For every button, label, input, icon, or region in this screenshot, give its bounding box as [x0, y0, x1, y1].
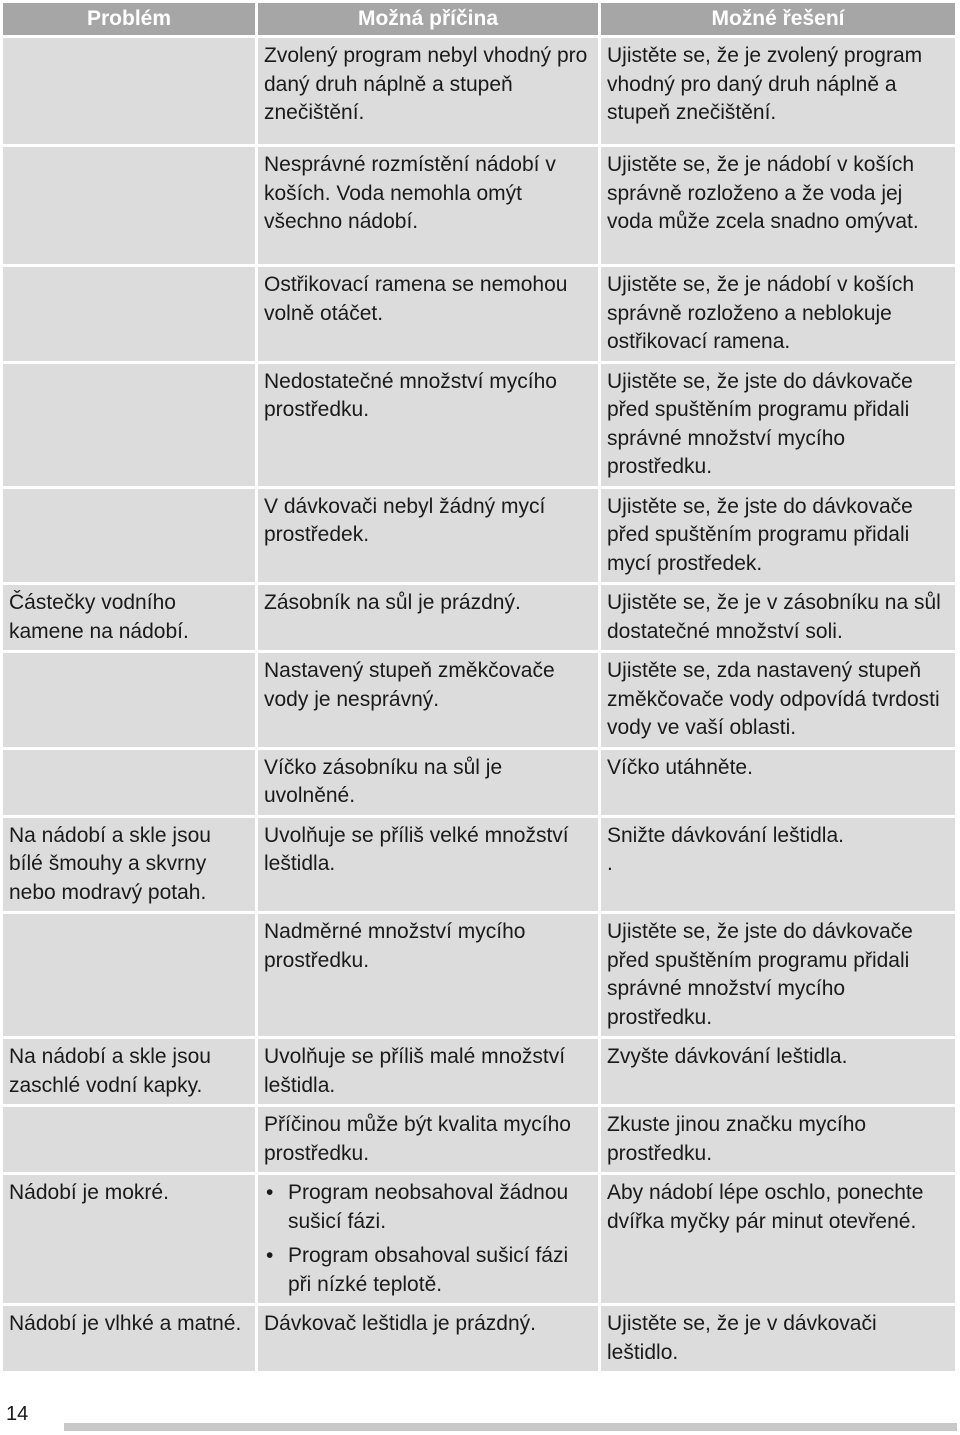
cause-cell: Nedostatečné množství mycího prostředku. — [258, 364, 598, 486]
solution-cell: Ujistěte se, že je nádobí v koších správně rozloženo a neblokuje ostřikovací ramena. — [601, 267, 955, 361]
table-row — [3, 1306, 955, 1371]
solution-cell: Aby nádobí lépe oschlo, ponechte dvířka myčky pár minut otevřené. — [601, 1175, 955, 1303]
problem-cell: Nádobí je mokré. — [3, 1175, 255, 1303]
cause-cell: Dávkovač leštidla je prázdný. — [258, 1306, 598, 1371]
cause-cell: V dávkovači nebyl žádný mycí prostředek. — [258, 489, 598, 583]
list-item: • Program neobsahoval žádnou sušicí fázi. — [264, 1179, 590, 1236]
table-row — [3, 1175, 955, 1303]
problem-cell — [3, 1107, 255, 1172]
solution-cell: Ujistěte se, že jste do dávkovače před spuštěním programu přidali správné množství mycího prostředku. — [601, 914, 955, 1036]
cause-cell: Uvolňuje se příliš velké množství leštidla. — [258, 818, 598, 912]
table-row — [3, 750, 955, 815]
solution-cell: Víčko utáhněte. — [601, 750, 955, 815]
solution-text: Snižte dávkování leštidla. — [607, 823, 844, 847]
problem-cell — [3, 364, 255, 486]
header-cause: Možná příčina — [258, 3, 598, 35]
cause-cell: Nadměrné množství mycího prostředku. — [258, 914, 598, 1036]
solution-cell: Ujistěte se, že je v dávkovači leštidlo. — [601, 1306, 955, 1371]
cause-cell: Ostřikovací ramena se nemohou volně otáčet. — [258, 267, 598, 361]
cause-cell: Nastavený stupeň změkčovače vody je nesprávný. — [258, 653, 598, 747]
header-problem: Problém — [3, 3, 255, 35]
page-number: 14 — [6, 1403, 29, 1425]
table-row — [3, 1039, 955, 1104]
problem-cell — [3, 267, 255, 361]
solution-cell: Ujistěte se, že je nádobí v koších správně rozloženo a že voda jej voda může zcela snadno omývat. — [601, 147, 955, 264]
cause-cell: Víčko zásobníku na sůl je uvolněné. — [258, 750, 598, 815]
problem-cell: Na nádobí a skle jsou zaschlé vodní kapky. — [3, 1039, 255, 1104]
footer-rule — [64, 1423, 957, 1431]
table-row — [3, 653, 955, 747]
cause-cell: Nesprávné rozmístění nádobí v koších. Voda nemohla omýt všechno nádobí. — [258, 147, 598, 264]
solution-cell: Ujistěte se, že jste do dávkovače před spuštěním programu přidali správné množství mycího prostředku. — [601, 364, 955, 486]
solution-cell: Zkuste jinou značku mycího prostředku. — [601, 1107, 955, 1172]
problem-cell — [3, 147, 255, 264]
table-row — [3, 914, 955, 1036]
table-row — [3, 38, 955, 144]
problem-cell — [3, 750, 255, 815]
solution-cell: Ujistěte se, že jste do dávkovače před spuštěním programu přidali mycí prostředek. — [601, 489, 955, 583]
solution-cell — [601, 818, 955, 912]
cause-cell: Uvolňuje se příliš malé množství leštidla. — [258, 1039, 598, 1104]
table-row — [3, 1107, 955, 1172]
solution-cell: Ujistěte se, že je v zásobníku na sůl dostatečné množství soli. — [601, 585, 955, 650]
list-item: • Program obsahoval sušicí fázi při nízké teplotě. — [264, 1242, 590, 1299]
problem-cell: Nádobí je vlhké a matné. — [3, 1306, 255, 1371]
problem-cell: Částečky vodního kamene na nádobí. — [3, 585, 255, 650]
problem-cell: Na nádobí a skle jsou bílé šmouhy a skvrny nebo modravý potah. — [3, 818, 255, 912]
cause-cell: Příčinou může být kvalita mycího prostředku. — [258, 1107, 598, 1172]
solution-cell: Ujistěte se, zda nastavený stupeň změkčovače vody odpovídá tvrdosti vody ve vaší oblasti. — [601, 653, 955, 747]
problem-cell — [3, 489, 255, 583]
cause-cell: Zásobník na sůl je prázdný. — [258, 585, 598, 650]
cause-cell: Zvolený program nebyl vhodný pro daný druh náplně a stupeň znečištění. — [258, 38, 598, 144]
cause-list — [264, 1179, 590, 1299]
table-row — [3, 364, 955, 486]
cause-cell — [258, 1175, 598, 1303]
problem-cell — [3, 38, 255, 144]
table-row — [3, 585, 955, 650]
solution-cell: Zvyšte dávkování leštidla. — [601, 1039, 955, 1104]
problem-cell — [3, 914, 255, 1036]
table-row — [3, 489, 955, 583]
stray-dot: . — [607, 852, 613, 875]
table-row — [3, 818, 955, 912]
problem-cell — [3, 653, 255, 747]
header-row — [3, 3, 955, 35]
table-row — [3, 267, 955, 361]
solution-cell: Ujistěte se, že je zvolený program vhodný pro daný druh náplně a stupeň znečištění. — [601, 38, 955, 144]
header-solution: Možné řešení — [601, 3, 955, 35]
table-row — [3, 147, 955, 264]
